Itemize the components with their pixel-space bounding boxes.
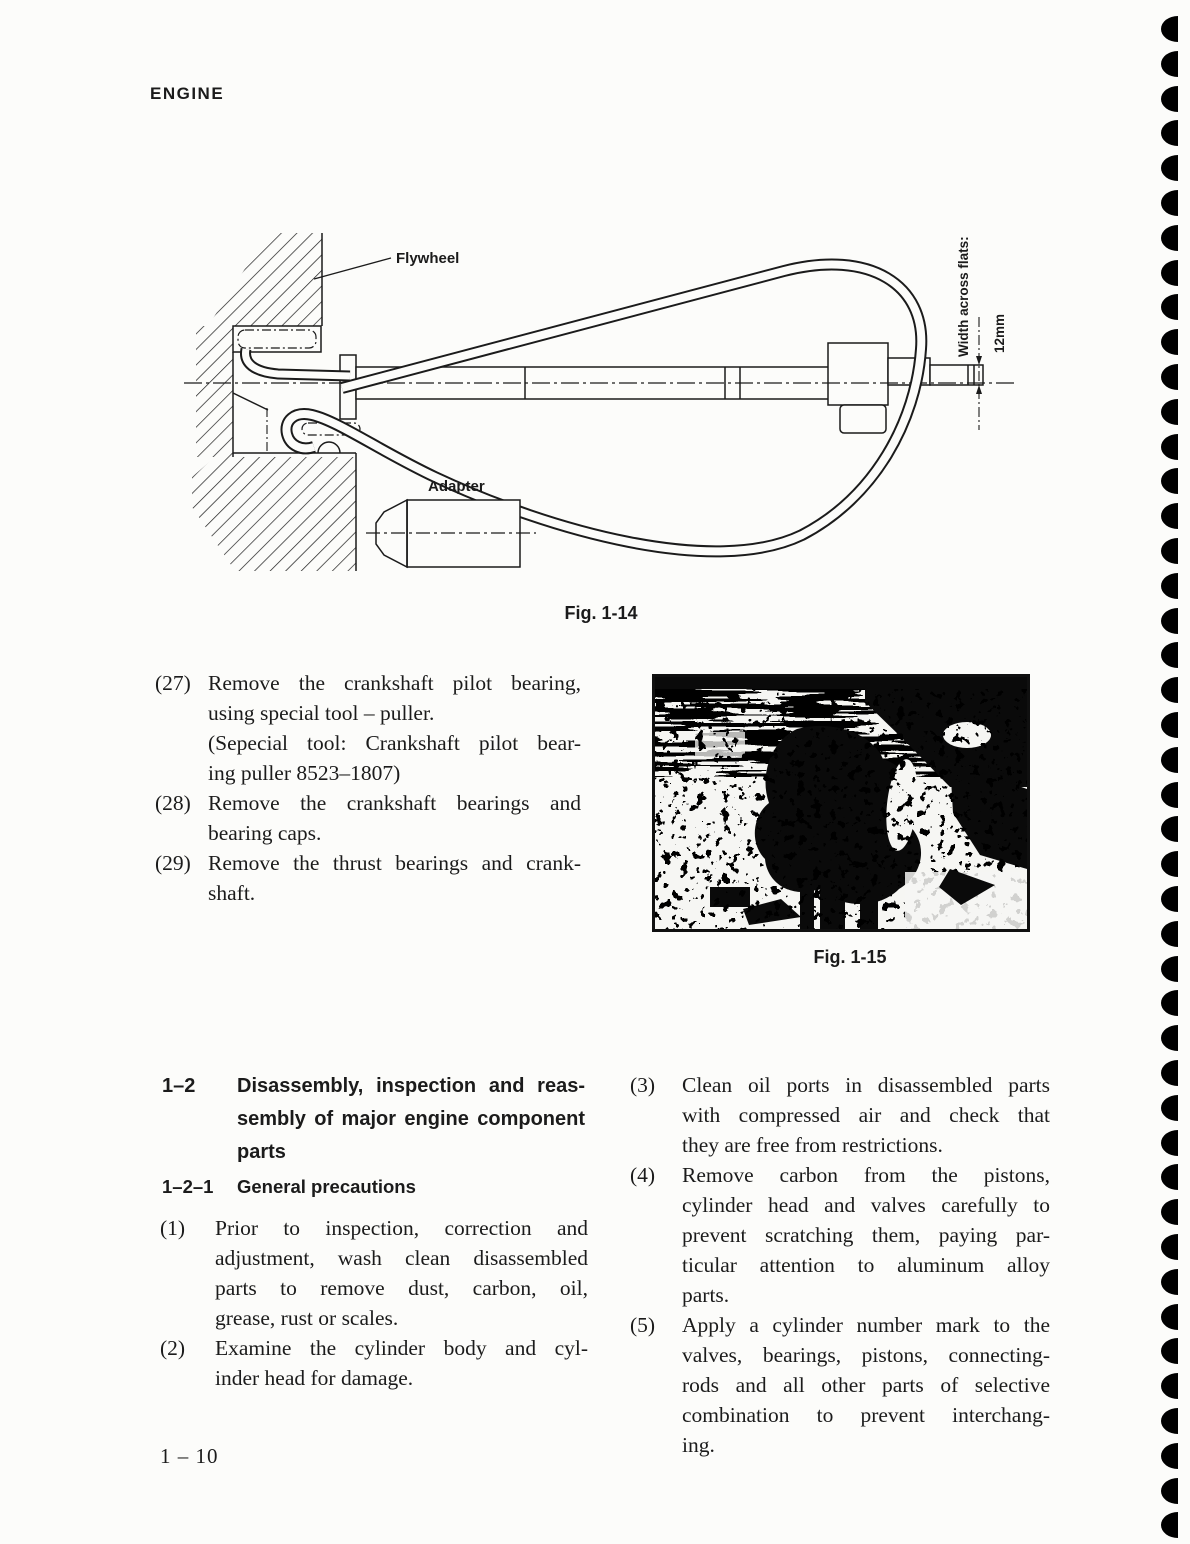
- binding-mark: [1161, 990, 1178, 1016]
- list-item: [630, 1070, 1050, 1160]
- puller-diagram: [180, 225, 1020, 575]
- subsection-number: 1–2–1: [162, 1176, 214, 1197]
- binding-mark: [1161, 1025, 1178, 1051]
- binding-mark: [1161, 294, 1178, 320]
- binding-mark: [1161, 677, 1178, 703]
- text-line: bearing caps.: [208, 821, 322, 845]
- item-text: [215, 1213, 588, 1333]
- binding-mark: [1161, 886, 1178, 912]
- binding-mark: [1161, 1060, 1178, 1086]
- puller-handle: [286, 265, 921, 552]
- binding-mark: [1161, 329, 1178, 355]
- item-text: [208, 668, 581, 788]
- list-item: [630, 1310, 1050, 1460]
- item-number: (1): [160, 1216, 186, 1240]
- list-item: [155, 668, 581, 788]
- binding-mark: [1161, 642, 1178, 668]
- binding-mark: [1161, 1095, 1178, 1121]
- text-line: using special tool – puller.: [208, 701, 435, 725]
- binding-mark: [1161, 1199, 1178, 1225]
- text-line: they are free from restrictions.: [682, 1133, 943, 1157]
- text-line: adjustment, wash clean disassembled: [215, 1246, 588, 1270]
- text-line: ing.: [682, 1433, 715, 1457]
- text-line: parts.: [682, 1283, 730, 1307]
- section-title: [237, 1070, 585, 1169]
- text-line: ing puller 8523–1807): [208, 761, 401, 785]
- text-line: with compressed air and check that: [682, 1103, 1050, 1127]
- text-line: grease, rust or scales.: [215, 1306, 399, 1330]
- text-line: cylinder head and valves carefully to: [682, 1193, 1050, 1217]
- binding-mark: [1161, 434, 1178, 460]
- item-number: (28): [155, 791, 191, 815]
- halftone-photo: [655, 677, 1027, 929]
- text-line: rods and all other parts of selective: [682, 1373, 1050, 1397]
- binding-mark: [1161, 1408, 1178, 1434]
- item-number: (27): [155, 671, 191, 695]
- width-across-flats-label: Width across flats:: [956, 236, 971, 357]
- binding-mark: [1161, 120, 1178, 146]
- section-number: 1–2: [162, 1075, 196, 1097]
- item-text: [682, 1160, 1050, 1310]
- binding-mark: [1161, 608, 1178, 634]
- binding-mark: [1161, 51, 1178, 77]
- item-number: (4): [630, 1163, 656, 1187]
- binding-mark: [1161, 782, 1178, 808]
- item-text: [208, 788, 581, 848]
- steps-27-29: [155, 668, 581, 908]
- text-line: Remove carbon from the pistons,: [682, 1163, 1050, 1187]
- list-item: [630, 1160, 1050, 1310]
- binding-mark: [1161, 190, 1178, 216]
- binding-mark: [1161, 468, 1178, 494]
- text-line: combination to prevent interchang-: [682, 1403, 1050, 1427]
- binding-mark: [1161, 1512, 1178, 1538]
- figure-1-15-photo: [652, 674, 1030, 932]
- text-line: Apply a cylinder number mark to the: [682, 1313, 1050, 1337]
- binding-marks: [1150, 0, 1190, 1544]
- page-number: 1 – 10: [160, 1444, 219, 1468]
- flywheel-leader-line: [314, 258, 391, 279]
- binding-mark: [1161, 1164, 1178, 1190]
- text-line: Disassembly, inspection and reas-: [237, 1075, 585, 1097]
- binding-mark: [1161, 1130, 1178, 1156]
- binding-mark: [1161, 538, 1178, 564]
- precautions-left-column: [160, 1213, 588, 1393]
- text-line: Prior to inspection, correction and: [215, 1216, 588, 1240]
- figure-1-14-caption: Fig. 1-14: [564, 603, 638, 623]
- flywheel-label: Flywheel: [396, 250, 460, 267]
- binding-mark: [1161, 921, 1178, 947]
- text-line: sembly of major engine component: [237, 1108, 585, 1130]
- page-header: ENGINE: [150, 84, 225, 103]
- item-number: (29): [155, 851, 191, 875]
- width-value-label: 12mm: [992, 313, 1007, 353]
- binding-mark: [1161, 1443, 1178, 1469]
- item-text: [215, 1333, 588, 1393]
- text-line: prevent scratching them, paying par-: [682, 1223, 1050, 1247]
- list-item: [160, 1213, 588, 1333]
- precautions-right-column: [630, 1070, 1050, 1460]
- text-line: valves, bearings, pistons, connecting-: [682, 1343, 1050, 1367]
- subsection-title: General precautions: [237, 1176, 416, 1197]
- flywheel-hatch-upper: [208, 233, 322, 326]
- text-line: ticular attention to aluminum alloy: [682, 1253, 1050, 1277]
- adapter-label: Adapter: [428, 478, 485, 495]
- binding-mark: [1161, 1478, 1178, 1504]
- text-line: parts to remove dust, carbon, oil,: [215, 1276, 588, 1300]
- text-line: Clean oil ports in disassembled parts: [682, 1073, 1050, 1097]
- text-line: Examine the cylinder body and cyl-: [215, 1336, 588, 1360]
- binding-mark: [1161, 956, 1178, 982]
- binding-mark: [1161, 1269, 1178, 1295]
- binding-mark: [1161, 1373, 1178, 1399]
- text-line: Remove the thrust bearings and crank-: [208, 851, 581, 875]
- item-number: (3): [630, 1073, 656, 1097]
- binding-mark: [1161, 573, 1178, 599]
- binding-mark: [1161, 260, 1178, 286]
- text-line: inder head for damage.: [215, 1366, 414, 1390]
- binding-mark: [1161, 712, 1178, 738]
- item-text: [682, 1070, 1050, 1160]
- list-item: [155, 788, 581, 848]
- binding-mark: [1161, 1304, 1178, 1330]
- item-text: [208, 848, 581, 908]
- binding-mark: [1161, 86, 1178, 112]
- text-line: Remove the crankshaft pilot bearing,: [208, 671, 581, 695]
- text-line: (Sepecial tool: Crankshaft pilot bear-: [208, 731, 581, 755]
- binding-mark: [1161, 155, 1178, 181]
- text-line: shaft.: [208, 881, 256, 905]
- text-line: Remove the crankshaft bearings and: [208, 791, 581, 815]
- list-item: [155, 848, 581, 908]
- binding-mark: [1161, 1338, 1178, 1364]
- binding-mark: [1161, 747, 1178, 773]
- figure-1-14-drawing: [180, 225, 1020, 575]
- binding-mark: [1161, 816, 1178, 842]
- item-text: [682, 1310, 1050, 1460]
- binding-mark: [1161, 1234, 1178, 1260]
- flywheel-hatch-lower: [192, 457, 356, 571]
- binding-mark: [1161, 503, 1178, 529]
- text-line: parts: [237, 1141, 286, 1163]
- list-item: [160, 1333, 588, 1393]
- figure-1-15-caption: Fig. 1-15: [813, 947, 887, 967]
- item-number: (5): [630, 1313, 656, 1337]
- binding-mark: [1161, 225, 1178, 251]
- binding-mark: [1161, 16, 1178, 42]
- binding-mark: [1161, 399, 1178, 425]
- flywheel-hatch-web: [196, 326, 233, 457]
- item-number: (2): [160, 1336, 186, 1360]
- binding-mark: [1161, 364, 1178, 390]
- binding-mark: [1161, 851, 1178, 877]
